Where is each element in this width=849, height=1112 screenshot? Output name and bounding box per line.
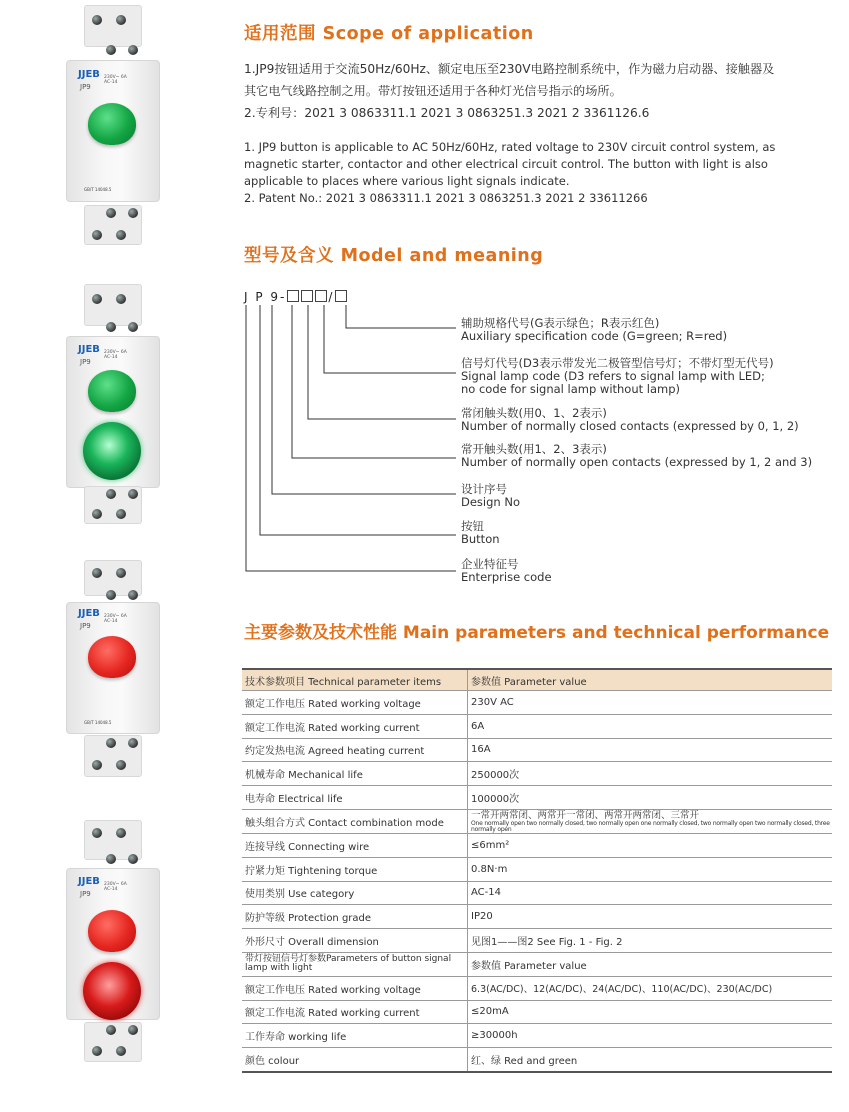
table-row: 电寿命 Electrical life 100000次	[242, 786, 832, 810]
table-row: 约定发热电流 Agreed heating current 16A	[242, 738, 832, 762]
table-row: 外形尺寸 Overall dimension 见图1——图2 See Fig. 1 - Fig. 2	[242, 929, 832, 953]
table-row: 额定工作电流 Rated working current 6A	[242, 714, 832, 738]
table-row: 使用类别 Use category AC-14	[242, 881, 832, 905]
table-row: 触头组合方式 Contact combination mode 一常开两常闭、两常开一常闭、两常开两常闭、三常开 One normally open two normally closed, two normally open one normally closed, two normally open two normally closed, three normally open	[242, 809, 832, 833]
model-item-auxiliary: 辅助规格代号(G表示绿色；R表示红色) Auxiliary specification code (G=green; R=red)	[461, 316, 728, 343]
scope-cn-line2: 其它电气线路控制之用。带灯按钮还适用于各种灯光信号指示的场所。	[244, 84, 622, 98]
table-row: 额定工作电压 Rated working voltage 6.3(AC/DC)、12(AC/DC)、24(AC/DC)、110(AC/DC)、230(AC/DC)	[242, 976, 832, 1000]
params-heading: 主要参数及技术性能 Main parameters and technical performance	[244, 623, 830, 643]
scope-cn-patent: 2.专利号：2021 3 0863311.1 2021 3 0863251.3 2021 2 3361126.6	[244, 106, 650, 120]
product-image-green-button-with-lamp: JJEB JP9 230V~ 6A AC-14	[66, 284, 158, 522]
table-row: 拧紧力矩 Tightening torque 0.8N·m	[242, 857, 832, 881]
brand-logo: JJEB	[78, 69, 100, 80]
model-item-normally-closed: 常闭触头数(用0、1、2表示) Number of normally closed contacts (expressed by 0, 1, 2)	[461, 406, 799, 433]
table-row: 颜色 colour 红、绿 Red and green	[242, 1048, 832, 1072]
table-row: 连接导线 Connecting wire ≤6mm²	[242, 833, 832, 857]
table-row: 带灯按钮信号灯参数Parameters of button signal lamp with light 参数值 Parameter value	[242, 952, 832, 976]
model-item-design-no: 设计序号 Design No	[461, 482, 520, 509]
table-row: 工作寿命 working life ≥30000h	[242, 1024, 832, 1048]
product-image-red-button: JJEB JP9 230V~ 6A AC-14 GB/T 14048.5	[66, 560, 158, 775]
table-row: 机械寿命 Mechanical life 250000次	[242, 762, 832, 786]
red-signal-lamp	[83, 962, 141, 1020]
scope-cn-line1: 1.JP9按钮适用于交流50Hz/60Hz、额定电压至230V电路控制系统中，作为磁力启动器、接触器及	[244, 62, 775, 76]
product-image-green-button: JJEB JP9 230V~ 6A AC-14 GB/T 14048.5	[66, 5, 158, 243]
model-item-button: 按钮 Button	[461, 519, 500, 546]
model-heading: 型号及含义 Model and meaning	[244, 246, 544, 266]
scope-heading: 适用范围 Scope of application	[244, 24, 534, 44]
table-row: 额定工作电流 Rated working current ≤20mA	[242, 1000, 832, 1024]
red-button-lens	[88, 910, 136, 952]
scope-en-line1: 1. JP9 button is applicable to AC 50Hz/60Hz, rated voltage to 230V circuit control system, as	[244, 140, 776, 154]
model-code: J P 9- /	[244, 290, 348, 304]
table-row: 防护等级 Protection grade IP20	[242, 905, 832, 929]
scope-en-line2: magnetic starter, contactor and other electrical circuit control. The button with light is also	[244, 157, 768, 171]
table-row: 额定工作电压 Rated working voltage 230V AC	[242, 691, 832, 715]
scope-en-patent: 2. Patent No.: 2021 3 0863311.1 2021 3 0863251.3 2021 2 33611266	[244, 191, 648, 205]
model-item-normally-open: 常开触头数(用1、2、3表示) Number of normally open contacts (expressed by 1, 2 and 3)	[461, 442, 813, 469]
scope-en-line3: applicable to places where various light signals indicate.	[244, 174, 570, 188]
model-item-signal-lamp: 信号灯代号(D3表示带发光二极管型信号灯；不带灯型无代号) Signal lamp code (D3 refers to signal lamp with LED; no code for signal lamp without lamp)	[461, 356, 774, 396]
params-table	[242, 668, 832, 1073]
product-image-red-button-with-lamp: JJEB JP9 230V~ 6A AC-14	[66, 820, 158, 1060]
red-button-lens	[88, 636, 136, 678]
model-item-enterprise-code: 企业特征号 Enterprise code	[461, 557, 552, 584]
table-header-row: 技术参数项目 Technical parameter items 参数值 Parameter value	[242, 669, 832, 691]
